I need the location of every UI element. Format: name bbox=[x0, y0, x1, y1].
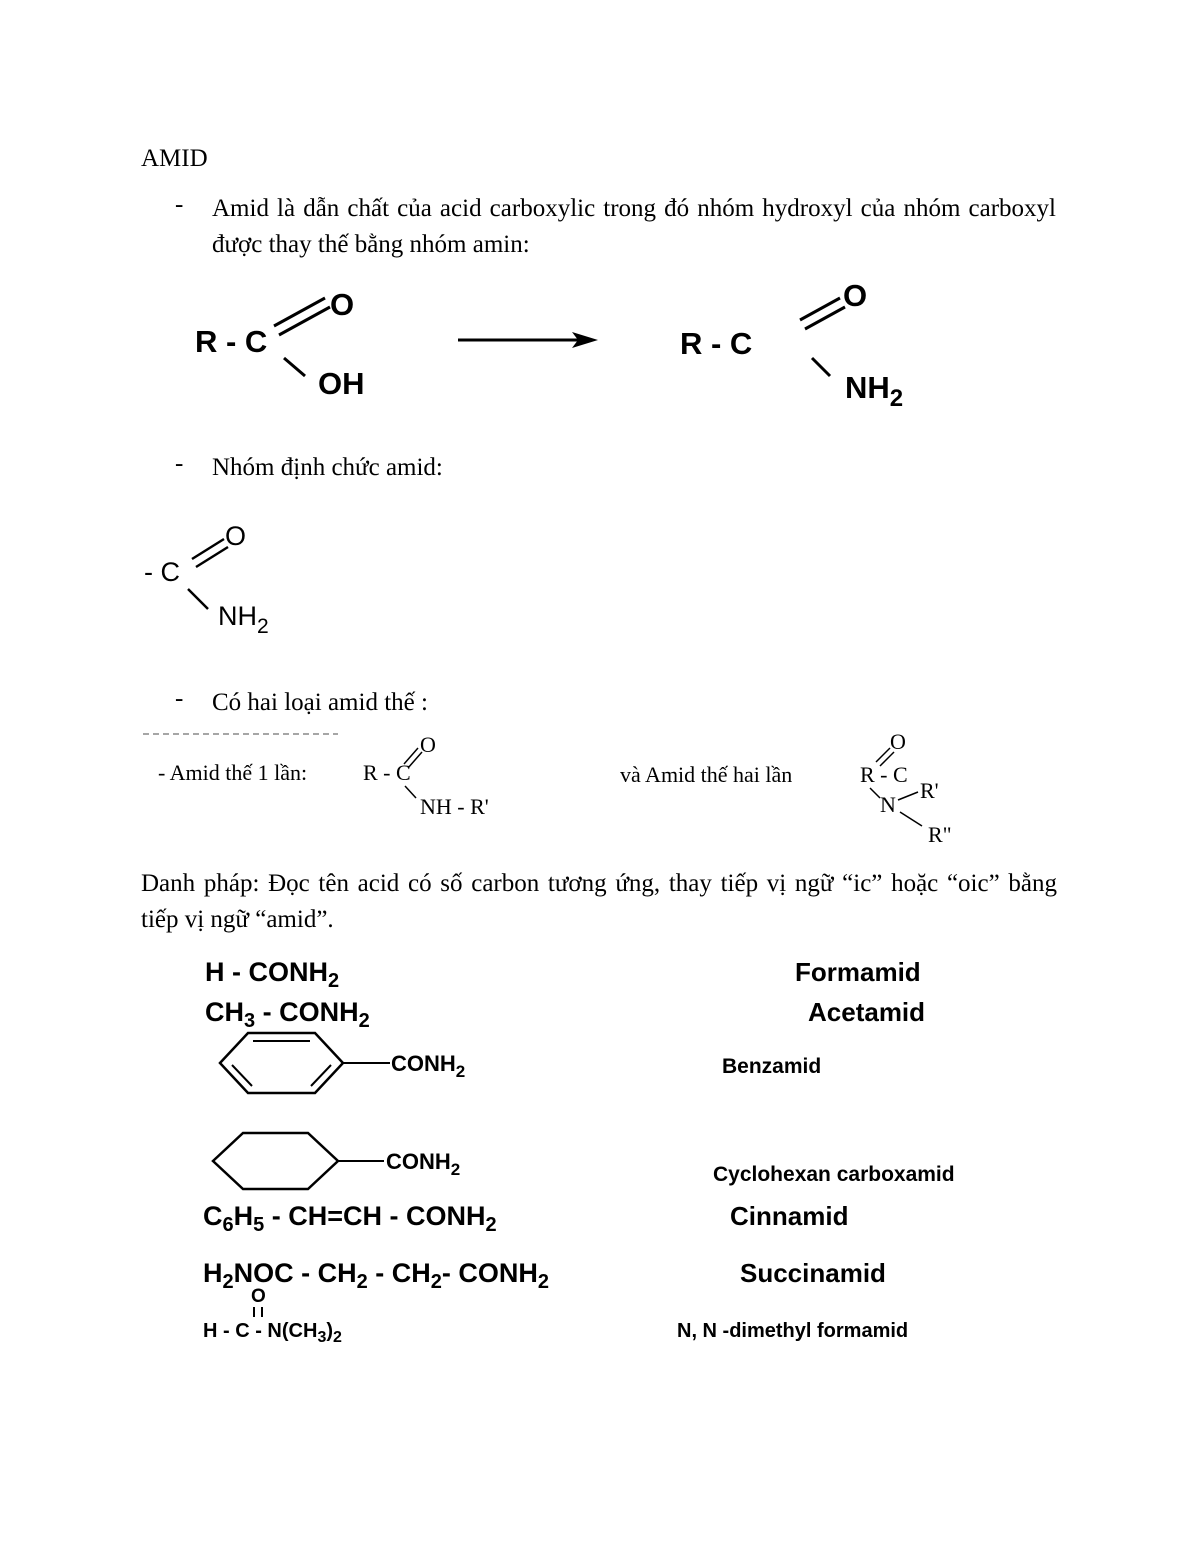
amid-once-oxygen: O bbox=[420, 732, 436, 757]
cyclohexane-ring bbox=[213, 1133, 338, 1189]
right-oxygen: O bbox=[843, 278, 868, 313]
right-r-c: R - C bbox=[680, 326, 753, 361]
formamid-formula: H - $CONH_2$ bbox=[205, 957, 340, 992]
double-bond-line bbox=[805, 307, 845, 329]
amid-twice-nitrogen: N bbox=[880, 792, 896, 817]
formamid-name: Formamid bbox=[795, 957, 921, 987]
single-bond-line bbox=[405, 786, 416, 798]
right-amine: $NH_2$ bbox=[845, 370, 904, 412]
benzamid-group: $CONH_2$ bbox=[391, 1051, 466, 1081]
left-r-c: R - C bbox=[195, 324, 268, 359]
amid-twice-label: và Amid thế hai lần bbox=[620, 762, 793, 787]
succinamid-name: Succinamid bbox=[740, 1258, 886, 1288]
page-title: AMID bbox=[141, 145, 208, 172]
bullet-marker: - bbox=[175, 450, 184, 477]
single-bond-line bbox=[900, 812, 922, 826]
bullet-functional-group: Nhóm định chức amid: bbox=[212, 454, 443, 481]
single-bond-line bbox=[188, 589, 208, 609]
single-bond-line bbox=[898, 792, 918, 800]
left-hydroxyl: OH bbox=[318, 366, 365, 401]
double-bond-line bbox=[192, 539, 224, 559]
left-oxygen: O bbox=[330, 287, 355, 322]
amid-twice-oxygen: O bbox=[890, 729, 906, 754]
cyclohexan-name: Cyclohexan carboxamid bbox=[713, 1163, 955, 1186]
succinamid-formula: $H_2NOC - CH_2 - CH_2-$ $CONH_2$ bbox=[203, 1258, 549, 1293]
acetamid-formula: $CH_3$ - $CONH_2$ bbox=[205, 997, 370, 1032]
double-bond-line bbox=[800, 298, 840, 320]
amid-once-label: - Amid thế 1 lần: bbox=[158, 760, 308, 785]
dmf-oxygen: O bbox=[251, 1286, 266, 1307]
amid-twice-r2: R" bbox=[928, 822, 952, 847]
single-bond-line bbox=[870, 788, 880, 798]
benzamid-name: Benzamid bbox=[722, 1055, 822, 1078]
double-bond-line bbox=[876, 748, 890, 762]
bullet-amid-definition: Amid là dẫn chất của acid carboxylic trong đó nhóm hydroxyl của nhóm carboxyl được thay thế bằng nhóm amin: bbox=[212, 195, 1056, 258]
cyclohexan-group: $CONH_2$ bbox=[386, 1149, 461, 1179]
single-bond-line bbox=[812, 358, 830, 376]
benzene-double-bond bbox=[232, 1065, 252, 1086]
carbon-label: - C bbox=[144, 557, 180, 587]
substituted-amid-diagram bbox=[0, 722, 1200, 852]
reaction-diagram bbox=[0, 270, 1200, 420]
double-bond-line bbox=[196, 547, 228, 567]
double-bond-line bbox=[279, 307, 330, 335]
nomenclature-text: Danh pháp: Đọc tên acid có số carbon tương ứng, thay tiếp vị ngữ “ic” hoặc “oic” bằng tiếp vị ngữ “amid”. bbox=[141, 870, 1057, 933]
cinnamid-formula: $C_6H_5 - CH=CH$ - $CONH_2$ bbox=[203, 1201, 497, 1236]
dmf-name: N, N -dimethyl formamid bbox=[677, 1320, 909, 1342]
amid-twice-rc: R - C bbox=[860, 762, 908, 787]
double-bond-line bbox=[404, 748, 418, 764]
cinnamid-name: Cinnamid bbox=[730, 1201, 849, 1231]
amid-once-rc: R - C bbox=[363, 760, 411, 785]
acetamid-name: Acetamid bbox=[808, 997, 926, 1027]
oxygen-label: O bbox=[225, 521, 247, 551]
single-bond-line bbox=[284, 358, 305, 376]
bullet-substituted-types: Có hai loại amid thế : bbox=[212, 689, 428, 716]
amid-once-amine: NH - R' bbox=[420, 794, 489, 819]
amid-twice-r1: R' bbox=[920, 778, 939, 803]
dmf-formula: H - C - $N(CH_3)_2$ bbox=[203, 1320, 342, 1346]
functional-group-diagram bbox=[130, 515, 330, 645]
benzene-double-bond bbox=[311, 1065, 331, 1086]
amine-label: $NH_2$ bbox=[218, 601, 269, 638]
bullet-marker: - bbox=[175, 685, 184, 712]
amid-examples bbox=[0, 945, 1200, 1355]
bullet-marker: - bbox=[175, 191, 184, 218]
double-bond-line bbox=[274, 298, 325, 326]
